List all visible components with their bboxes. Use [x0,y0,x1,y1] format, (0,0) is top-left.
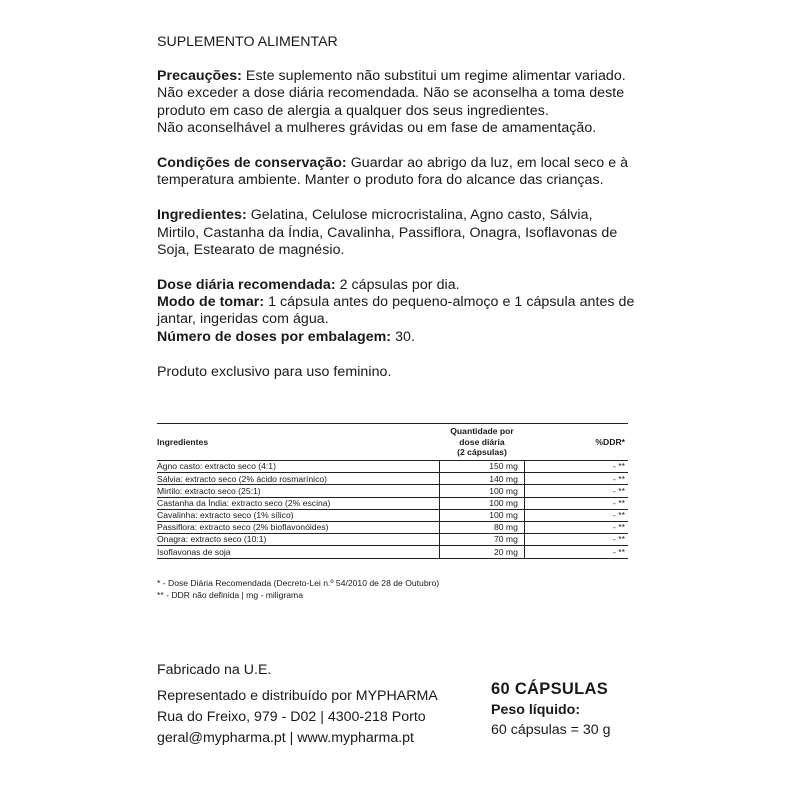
storage-text: Guardar ao abrigo da luz, em local seco e à temperatura ambiente. Manter o produto fora do alcance das crianças. [157,155,629,189]
doses-section [157,329,637,346]
header-quantity-line3: (2 cápsulas) [457,447,507,458]
table-row [157,534,628,546]
doses-text: 30. [391,328,415,345]
row-ddr: - ** [613,534,625,545]
row-quantity: 20 mg [440,546,525,558]
address: Rua do Freixo, 979 - D02 | 4300-218 Porto [157,709,426,725]
package-info [491,678,611,740]
header-quantity [440,424,525,461]
dose-text: 2 cápsulas por dia. [335,277,460,294]
doc-title: SUPLEMENTO ALIMENTAR [157,34,338,50]
table-row [157,546,628,558]
table-row [157,461,628,473]
capsule-count: 60 CÁPSULAS [491,680,608,698]
storage-label: Condições de conservação: [157,155,347,172]
precautions-text-2: Não aconselhável a mulheres grávidas ou em fase de amamentação. [157,119,597,136]
row-quantity: 150 mg [440,461,525,473]
ingredients-text: Gelatina, Celulose microcristalina, Agno casto, Sálvia, Mirtilo, Castanha da Índia, Cavalinha, Passiflora, Onagra, Isoflavonas de Soja, Estearato de magnésio. [157,207,618,258]
row-ingredient: Isoflavonas de soja [157,546,440,558]
header-quantity-line2: dose diária [459,436,505,447]
row-quantity: 80 mg [440,522,525,534]
made-in: Fabricado na U.E. [157,662,272,678]
header-ingredient: Ingredientes [157,436,209,447]
row-ddr: - ** [613,522,625,533]
usage-text: 1 cápsula antes do pequeno-almoço e 1 cápsula antes de jantar, ingeridas com água. [157,294,635,328]
footnote-ddr: * - Dose Diária Recomendada (Decreto-Lei n.º 54/2010 de 28 de Outubro) [157,578,440,588]
footnote-undefined: ** - DDR não definida | mg - miligrama [157,590,303,600]
distributor: Representado e distribuído por MYPHARMA [157,688,438,704]
row-ddr: - ** [613,485,625,496]
precautions-label: Precauções: [157,68,242,85]
row-quantity: 140 mg [440,473,525,485]
table-row [157,473,628,485]
row-ingredient: Mirtilo: extracto seco (25:1) [157,485,440,497]
ingredients-label: Ingredientes: [157,207,247,224]
dose-section [157,277,637,294]
doses-label: Número de doses por embalagem: [157,328,392,345]
row-ddr: - ** [613,461,625,472]
net-weight-label: Peso líquido: [491,702,581,718]
ingredients-section [157,207,637,259]
nutrition-table [157,423,628,559]
row-ddr: - ** [613,473,625,484]
table-row [157,522,628,534]
precautions-section [157,68,637,120]
table-header-row [157,424,628,461]
exclusive-note: Produto exclusivo para uso feminino. [157,363,392,380]
table-footnotes [157,577,439,601]
row-quantity: 100 mg [440,485,525,497]
precautions-text: Este suplemento não substitui um regime alimentar variado. Não exceder a dose diária recomendada. Não se aconselha a toma deste produto em caso de alergia a qualquer dos seus ingredientes. [157,68,626,119]
row-ddr: - ** [613,546,625,557]
storage-section [157,155,637,189]
contacts: geral@mypharma.pt | www.mypharma.pt [157,730,414,746]
row-ddr: - ** [613,510,625,521]
usage-label: Modo de tomar: [157,294,265,311]
dose-label: Dose diária recomendada: [157,277,336,294]
manufacturer-block [157,660,438,749]
row-quantity: 100 mg [440,509,525,521]
row-ingredient: Cavalinha: extracto seco (1% sílico) [157,509,440,521]
row-ingredient: Agno casto: extracto seco (4:1) [157,461,440,473]
row-ddr: - ** [613,497,625,508]
row-ingredient: Onagra: extracto seco (10:1) [157,534,440,546]
row-quantity: 70 mg [440,534,525,546]
row-ingredient: Castanha da Índia: extracto seco (2% escina) [157,497,440,509]
table-row [157,497,628,509]
usage-section [157,294,637,328]
table-row [157,485,628,497]
header-quantity-line1: Quantidade por [450,426,514,436]
row-ingredient: Sálvia: extracto seco (2% ácido rosmarínico) [157,473,440,485]
header-ddr: %DDR* [595,436,625,447]
table-row [157,509,628,521]
supplement-label [157,34,637,381]
net-weight-value: 60 cápsulas = 30 g [491,722,611,738]
row-ingredient: Passiflora: extracto seco (2% bioflavonóides) [157,522,440,534]
row-quantity: 100 mg [440,497,525,509]
